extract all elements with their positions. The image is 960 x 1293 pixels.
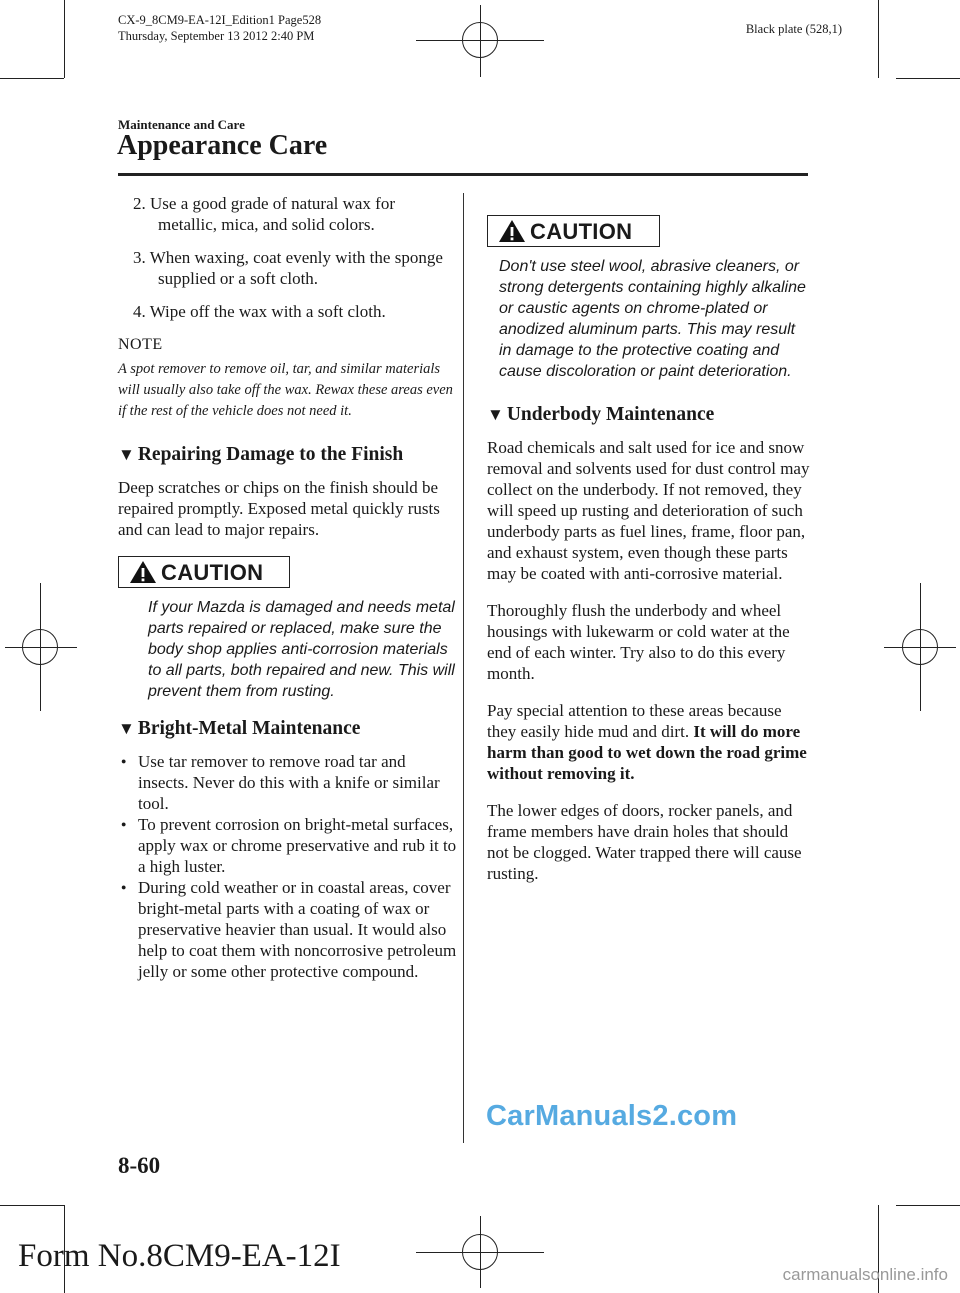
registration-mark-bottom <box>480 1216 481 1288</box>
print-slug <box>118 12 321 44</box>
section-heading-repair <box>118 444 458 465</box>
crop-mark <box>896 1205 960 1206</box>
triangle-marker-icon: ▼ <box>118 719 135 738</box>
step-item: 4. Wipe off the wax with a soft cloth. <box>133 302 386 321</box>
caution-text: Don't use steel wool, abrasive cleaners, or strong detergents containing highly alkaline or caustic agents on chrome-plated or anodized aluminum parts. This may result in damage to the protective coating and cause discoloration or paint deterioration. <box>499 258 806 380</box>
left-column <box>118 193 458 982</box>
crop-mark <box>0 1205 64 1206</box>
step-item: 2. Use a good grade of natural wax for metallic, mica, and solid colors. <box>133 194 395 234</box>
caution-label: CAUTION <box>161 559 264 585</box>
step-item: 3. When waxing, coat evenly with the sponge supplied or a soft cloth. <box>133 248 443 288</box>
paragraph: Road chemicals and salt used for ice and snow removal and solvents used for dust control may collect on the underbody. If not removed, they will speed up rusting and deterioration of such underbody parts as fuel lines, frame, floor pan, and exhaust system, even though these parts may be coated with anti-corrosive material. <box>487 438 810 583</box>
form-number: Form No.8CM9-EA-12I <box>18 1238 341 1274</box>
site-watermark: carmanualsonline.info <box>782 1265 948 1284</box>
paragraph-text: Pay special attention to these areas because they easily hide mud and dirt. <box>487 701 782 741</box>
paragraph: Thoroughly flush the underbody and wheel housings with lukewarm or cold water at the end of each winter. Try also to do this every month. <box>487 601 790 683</box>
caution-badge <box>118 556 290 588</box>
crop-mark <box>896 78 960 79</box>
registration-mark-right <box>920 583 921 711</box>
section-heading-underbody <box>487 404 812 425</box>
list-item: ● During cold weather or in coastal areas, cover bright-metal parts with a coating of wax or preservative heavier than usual. It would also help to coat them with noncorrosive petroleum jelly or some other protective compound. <box>118 877 458 982</box>
crop-mark <box>0 78 64 79</box>
paragraph <box>487 700 812 784</box>
warning-icon <box>498 219 526 243</box>
warning-icon <box>129 560 157 584</box>
column-divider <box>463 193 464 1143</box>
caution-text: If your Mazda is damaged and needs metal parts repaired or replaced, make sure the body shop applies anti-corrosion materials to all parts, both repaired and new. This will prevent them from rusting. <box>148 599 455 700</box>
note-text: A spot remover to remove oil, tar, and similar materials will usually also take off the wax. Rewax these areas even if the rest of the vehicle does not need it. <box>118 361 453 419</box>
registration-mark-left <box>40 583 41 711</box>
crop-mark <box>64 0 65 78</box>
page-number: 8-60 <box>118 1153 161 1178</box>
page-title: Appearance Care <box>117 130 328 161</box>
paragraph: The lower edges of doors, rocker panels, and frame members have drain holes that should not be clogged. Water trapped there will cause rusting. <box>487 801 802 883</box>
caution-label: CAUTION <box>530 218 633 244</box>
registration-mark-left <box>5 647 77 648</box>
title-rule <box>118 173 808 176</box>
list-item: ● Use tar remover to remove road tar and insects. Never do this with a knife or similar tool. <box>118 751 458 814</box>
plate-label: Black plate (528,1) <box>745 22 842 36</box>
bullet-list <box>118 751 458 982</box>
section-label: Maintenance and Care <box>118 117 245 132</box>
paragraph-emphasis: It will do more harm than good to wet down the road grime without removing it. <box>487 722 807 783</box>
triangle-marker-icon: ▼ <box>118 445 135 464</box>
heading-text: Repairing Damage to the Finish <box>137 444 404 465</box>
list-item: ● To prevent corrosion on bright-metal surfaces, apply wax or chrome preservative and rub it to a high luster. <box>118 814 458 877</box>
right-column <box>487 212 812 900</box>
triangle-marker-icon: ▼ <box>487 405 504 424</box>
caution-badge <box>487 215 660 247</box>
paragraph: Deep scratches or chips on the finish should be repaired promptly. Exposed metal quickly rusts and can lead to major repairs. <box>118 478 440 539</box>
registration-mark-top <box>480 5 481 77</box>
note-label: NOTE <box>118 336 163 353</box>
crop-mark <box>878 0 879 78</box>
section-heading-bright-metal <box>118 718 458 739</box>
heading-text: Bright-Metal Maintenance <box>137 718 361 739</box>
slug-line: Thursday, September 13 2012 2:40 PM <box>118 29 315 43</box>
heading-text: Underbody Maintenance <box>506 404 715 425</box>
slug-line: CX-9_8CM9-EA-12I_Edition1 Page528 <box>118 13 322 27</box>
watermark-logo: CarManuals2.com <box>486 1100 738 1132</box>
